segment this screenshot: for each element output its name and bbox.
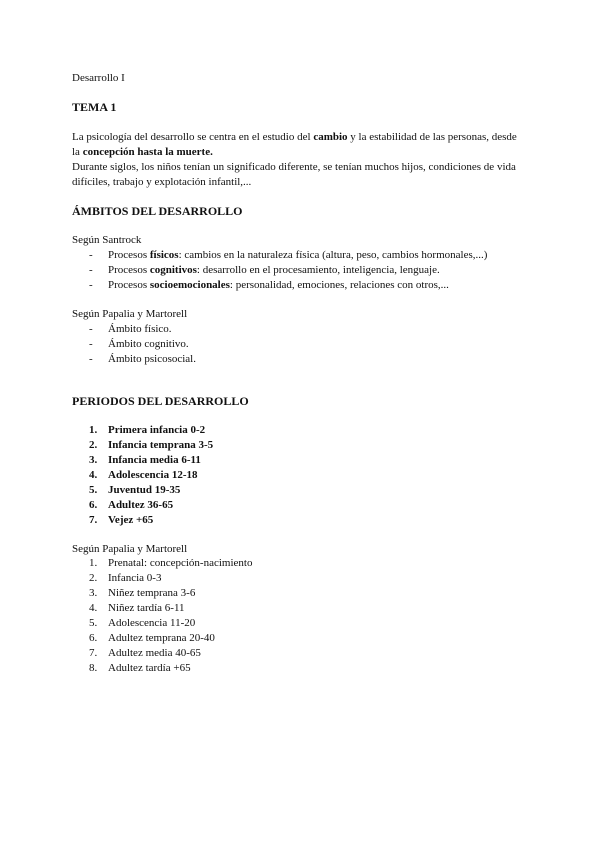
intro-text: y la estabilidad de las personas, desde [347,131,517,143]
intro-line-3: Durante siglos, los niños tenían un significado diferente, se tenían muchos hijos, condiciones de vida [72,161,516,173]
section-heading-periodos: PERIODOS DEL DESARROLLO [72,394,249,408]
intro-text: La psicología del desarrollo se centra en el estudio del [72,131,314,143]
intro-bold: cambio [313,131,348,143]
intro-line-1 [72,131,517,144]
intro-line-2 [72,146,213,159]
intro-bold: concepción hasta la muerte. [82,146,213,158]
intro-line-4: difíciles, trabajo y explotación infantil,... [72,176,252,188]
doc-title: TEMA 1 [72,100,117,114]
papalia-label: Según Papalia y Martorell [72,308,188,320]
intro-text: la [72,146,83,158]
doc-header: Desarrollo I [72,72,125,84]
section-heading-ambitos: ÁMBITOS DEL DESARROLLO [72,204,243,218]
papalia-label: Según Papalia y Martorell [72,543,188,555]
santrock-label: Según Santrock [72,234,142,246]
document-page: Desarrollo I TEMA 1 La psicología del desarrollo se centra en el estudio del cambio y la estabilidad de las personas, desde la concepción hasta la muerte. Durante siglos, los niños tenían un significado diferente, se tenían muchos hijos, condiciones de vida difíciles, trabajo y explotación infantil,... ÁMBITOS DEL DESARROLLO Según Santrock - Procesos físicos: cambios en la naturaleza física (altura, peso, cambios hormonales,...) - Procesos cognitivos: desarrollo en el procesamiento, inteligencia, lenguaje. - Procesos socioemocionales: personalidad, emociones, relaciones con otros,... Según Papalia y Martorell - Ámbito físico. - Ámbito cognitivo. - Ámbito psicosocial. PERIODOS DEL DESARROLLO 1. Primera infancia 0-2 2. Infancia temprana 3-5 3. Infancia media 6-11 4. Adolescencia 12-18 5. Juventud 19-35 6. Adultez 36-65 7. Vejez +65 Según Papalia y Martorell 1. Prenatal: concepción-nacimiento 2. Infancia 0-3 3. Niñez temprana 3-6 4. Niñez tardía 6-11 5. Adolescencia 11-20 6. Adultez temprana 20-40 7. Adultez media 40-65 8. Adultez tardía +65 [72,72,517,674]
